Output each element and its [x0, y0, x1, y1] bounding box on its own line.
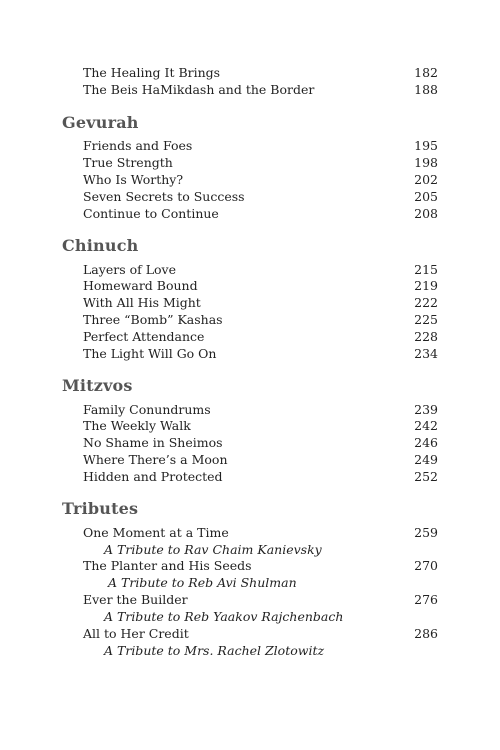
toc-entry-title: Ever the Builder — [83, 592, 188, 607]
toc-entry-page: 202 — [414, 172, 438, 187]
section-heading-mitzvos: Mitzvos — [62, 376, 133, 395]
toc-entry-title: The Light Will Go On — [83, 346, 217, 361]
toc-entry — [83, 591, 438, 608]
toc-entry-title: The Planter and His Seeds — [83, 558, 252, 573]
toc-entry-title: No Shame in Sheimos — [83, 435, 223, 450]
toc-entry-page: 195 — [414, 138, 438, 153]
toc-entry — [83, 137, 438, 154]
toc-entry-page: 276 — [414, 592, 438, 607]
toc-entry-page: 246 — [414, 435, 438, 450]
toc-entry-title: The Healing It Brings — [83, 65, 221, 80]
toc-entry-page: 205 — [414, 189, 438, 204]
toc-entry — [83, 171, 438, 188]
toc-entry — [83, 417, 438, 434]
toc-entry-page: 259 — [414, 525, 438, 540]
toc-entry — [83, 524, 438, 541]
toc-entry — [83, 154, 438, 171]
toc-entry — [83, 451, 438, 468]
toc-entry-page: 208 — [414, 206, 438, 221]
toc-entry — [83, 468, 438, 485]
toc-entry-page: 249 — [414, 452, 438, 467]
toc-entry-page: 252 — [414, 469, 438, 484]
toc-entry-title: Layers of Love — [83, 262, 176, 277]
toc-entry-subtitle: A Tribute to Reb Avi Shulman — [108, 575, 297, 590]
toc-entry-title: The Beis HaMikdash and the Border — [83, 82, 315, 97]
toc-entry-page: 188 — [414, 82, 438, 97]
toc-entry-page: 219 — [414, 278, 438, 293]
toc-entry-page: 215 — [414, 262, 438, 277]
toc-entry-subtitle: A Tribute to Reb Yaakov Rajchenbach — [104, 609, 344, 624]
toc-entry-page: 234 — [414, 346, 438, 361]
toc-entry-title: Friends and Foes — [83, 138, 193, 153]
toc-entry — [83, 311, 438, 328]
toc-entry-title: Where There’s a Moon — [83, 452, 228, 467]
toc-entry-subtitle: A Tribute to Rav Chaim Kanievsky — [104, 542, 322, 557]
toc-entry — [83, 557, 438, 574]
toc-entry — [83, 81, 438, 98]
toc-entry — [83, 294, 438, 311]
toc-entry-page: 222 — [414, 295, 438, 310]
section-heading-chinuch: Chinuch — [62, 236, 139, 255]
toc-entry — [83, 625, 438, 642]
toc-entry — [83, 401, 438, 418]
toc-entry-page: 198 — [414, 155, 438, 170]
toc-entry — [83, 64, 438, 81]
toc-entry-page: 242 — [414, 418, 438, 433]
toc-entry-title: True Strength — [83, 155, 173, 170]
toc-entry-title: The Weekly Walk — [83, 418, 191, 433]
toc-entry — [83, 434, 438, 451]
toc-entry-title: Homeward Bound — [83, 278, 198, 293]
toc-entry — [83, 188, 438, 205]
toc-entry-page: 270 — [414, 558, 438, 573]
toc-entry — [83, 261, 438, 278]
toc-entry-page: 239 — [414, 402, 438, 417]
toc-entry — [83, 345, 438, 362]
toc-entry-title: Perfect Attendance — [83, 329, 205, 344]
toc-entry-title: Who Is Worthy? — [83, 172, 184, 187]
toc-entry-title: With All His Might — [83, 295, 201, 310]
toc-entry — [83, 205, 438, 222]
section-heading-gevurah: Gevurah — [62, 113, 139, 132]
toc-entry-title: Three “Bomb” Kashas — [83, 312, 223, 327]
toc-entry-page: 182 — [414, 65, 438, 80]
toc-entry-page: 286 — [414, 626, 438, 641]
toc-entry-title: Seven Secrets to Success — [83, 189, 245, 204]
toc-entry-title: Continue to Continue — [83, 206, 219, 221]
toc-entry-title: One Moment at a Time — [83, 525, 229, 540]
toc-entry-title: Hidden and Protected — [83, 469, 223, 484]
toc-entry — [83, 328, 438, 345]
toc-entry-subtitle: A Tribute to Mrs. Rachel Zlotowitz — [104, 643, 325, 658]
toc-entry-page: 225 — [414, 312, 438, 327]
toc-entry-title: All to Her Credit — [83, 626, 189, 641]
section-heading-tributes: Tributes — [62, 499, 139, 518]
toc-entry-page: 228 — [414, 329, 438, 344]
toc-entry-title: Family Conundrums — [83, 402, 211, 417]
toc-entry — [83, 277, 438, 294]
